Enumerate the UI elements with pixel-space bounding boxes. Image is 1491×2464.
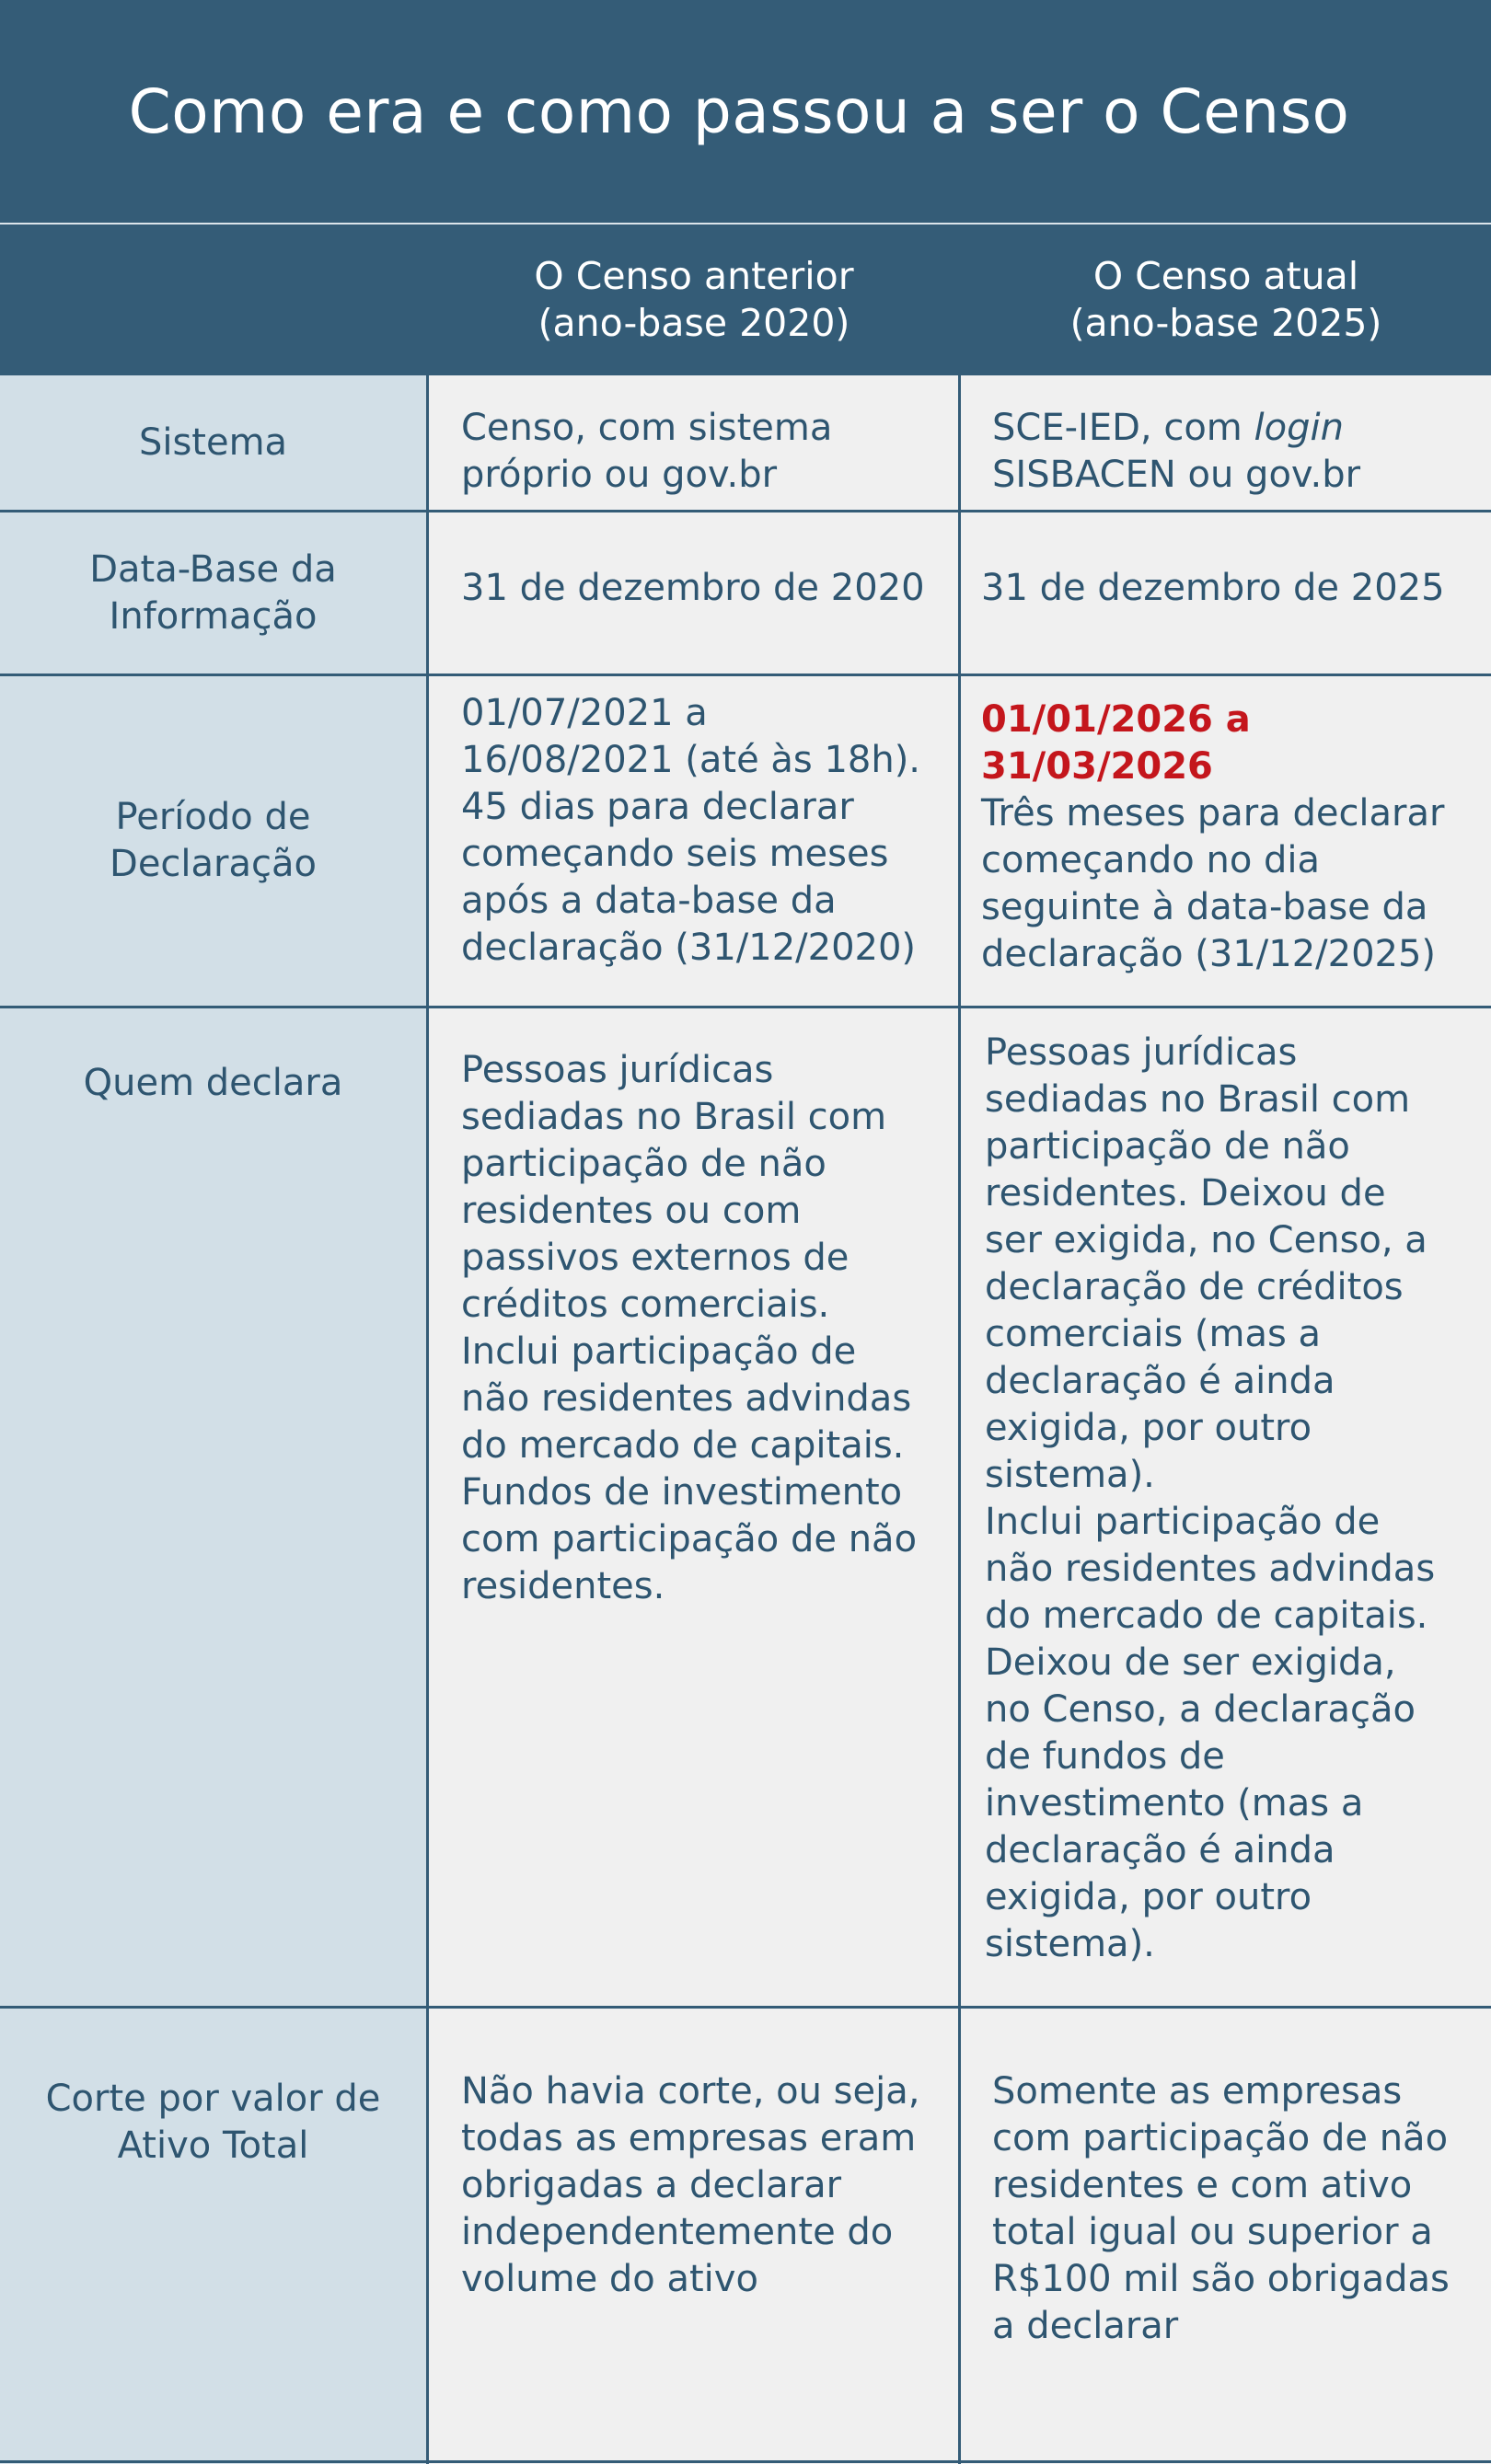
page-title: Como era e como passou a ser o Censo: [128, 75, 1350, 147]
periodo-current-dates: 01/01/2026 a 31/03/2026: [981, 698, 1251, 788]
cell-periodo-previous: 01/07/2021 a 16/08/2021 (até às 18h). 45 dias para declarar começando seis meses após a data-base da declaração (31/12/2020): [461, 692, 921, 969]
row-divider: [0, 2460, 1491, 2463]
cell-sistema-previous: Censo, com sistema próprio ou gov.br: [461, 407, 833, 496]
periodo-current-text: Três meses para declarar começando no dia seguinte à data-base da declaração (31/12/2025): [981, 792, 1445, 975]
column-header-current: O Censo atual (ano-base 2025): [1069, 254, 1382, 345]
column-divider: [958, 375, 961, 2464]
cell-periodo-current: [981, 697, 1485, 978]
cell-data-base-previous: 31 de dezembro de 2020: [461, 567, 925, 609]
cell-data-base-current: 31 de dezembro de 2025: [981, 567, 1445, 609]
cell-sistema-current-prefix: SCE-IED, com: [992, 407, 1254, 449]
cell-corte-current: Somente as empresas com participação de não residentes e com ativo total igual ou superior a R$100 mil são obrigadas a declarar: [992, 2070, 1450, 2347]
cell-sistema-current-suffix: SISBACEN ou gov.br: [992, 454, 1361, 496]
row-divider: [0, 2006, 1491, 2009]
row-label-data-base: Data-Base da Informação: [89, 547, 337, 638]
cell-sistema-current-italic: login: [1254, 407, 1344, 449]
row-divider: [0, 1006, 1491, 1008]
column-header-row: [0, 225, 1491, 375]
column-header-previous: O Censo anterior (ano-base 2020): [534, 254, 854, 345]
cell-quem-declara-current: Pessoas jurídicas sediadas no Brasil com participação de não residentes. Deixou de ser exigida, no Censo, a declaração de créditos comerciais (mas a declaração é ainda exigida, por outro sistema). Inclui participação de não residentes advindas do mercado de capitais. Deixou de ser exigida, no Censo, a declaração de fundos de investimento (mas a declaração é ainda exigida, por outro sistema).: [985, 1031, 1436, 1965]
title-bar: [0, 0, 1491, 223]
cell-sistema-current: [992, 405, 1480, 499]
row-label-sistema: Sistema: [138, 420, 288, 464]
row-label-periodo: Período de Declaração: [110, 796, 317, 885]
row-label-quem-declara: Quem declara: [83, 1062, 343, 1104]
column-divider: [426, 375, 429, 2464]
cell-corte-previous: Não havia corte, ou seja, todas as empresas eram obrigadas a declarar independentemente do volume do ativo: [461, 2070, 920, 2300]
row-label-corte: Corte por valor de Ativo Total: [45, 2078, 381, 2167]
cell-quem-declara-previous: Pessoas jurídicas sediadas no Brasil com participação de não residentes ou com passivos externos de créditos comerciais. Inclui participação de não residentes advindas do mercado de capitais. Fundos de investimento com participação de não residentes.: [461, 1049, 918, 1607]
